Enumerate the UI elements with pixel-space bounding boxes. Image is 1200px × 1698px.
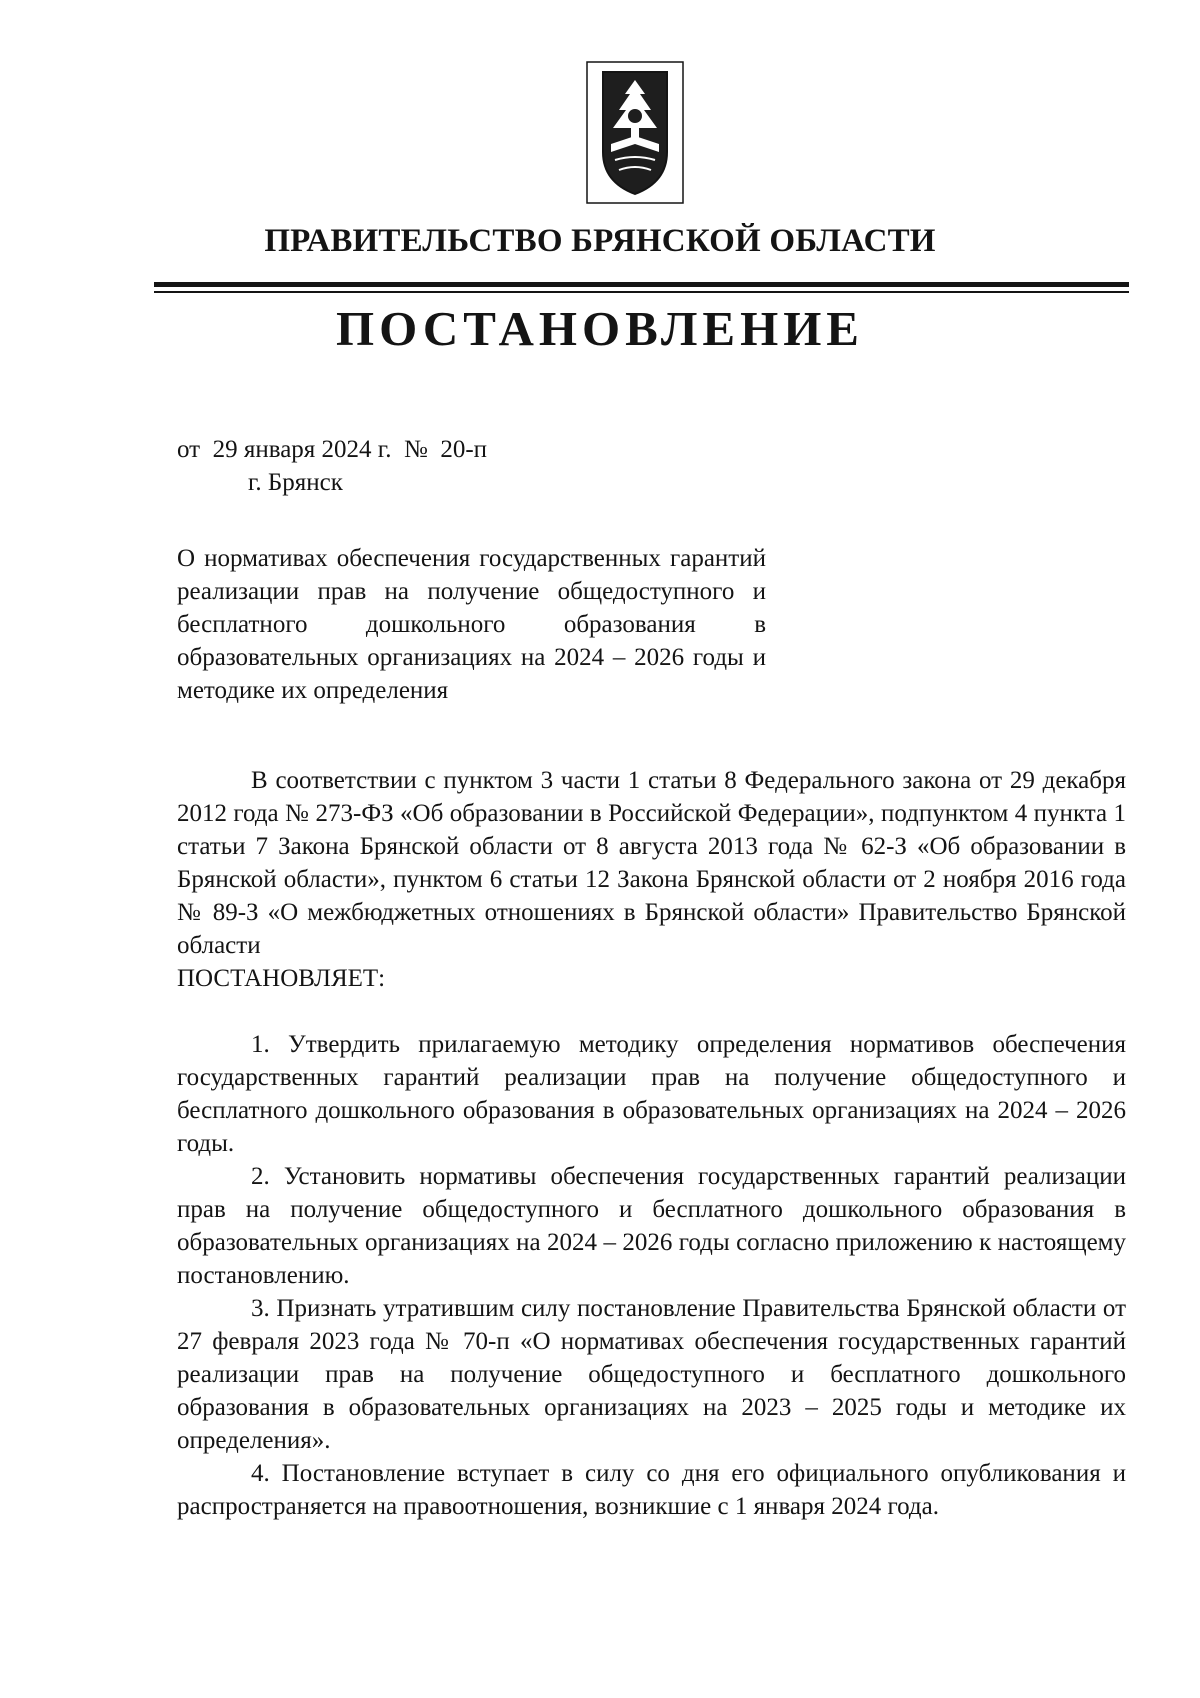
city: г. Брянск [248, 469, 343, 496]
list-item: 4. Постановление вступает в силу со дня его официального опубликования и распространяется на правоотношения, возникшие с 1 января 2024 года. [177, 1460, 1126, 1520]
header-rule-thin [154, 291, 1129, 293]
document-body [177, 764, 1126, 1523]
list-item: 2. Установить нормативы обеспечения государственных гарантий реализации прав на получение общедоступного и бесплатного дошкольного образования в образовательных организациях на 2024 – 2026 годы согласно приложению к настоящему постановлению. [177, 1163, 1126, 1289]
decree-word: ПОСТАНОВЛЯЕТ: [177, 965, 386, 992]
coat-of-arms-icon [585, 60, 685, 205]
date-number-line: от 29 января 2024 г. № 20-п [177, 436, 488, 463]
document-type: ПОСТАНОВЛЕНИЕ [336, 301, 864, 356]
list-item: 3. Признать утратившим силу постановление Правительства Брянской области от 27 февраля 2023 года № 70-п «О нормативах обеспечения государственных гарантий реализации прав на получение общедоступного и бесплатного дошкольного образования в образовательных организациях на 2023 – 2025 годы и методике их определения». [177, 1295, 1126, 1454]
list-item: 1. Утвердить прилагаемую методику определения нормативов обеспечения государственных гарантий реализации прав на получение общедоступного и бесплатного дошкольного образования в образовательных организациях на 2024 – 2026 годы. [177, 1031, 1126, 1157]
header-rule-thick [154, 282, 1129, 287]
organization-name: ПРАВИТЕЛЬСТВО БРЯНСКОЙ ОБЛАСТИ [264, 223, 936, 259]
document-title: О нормативах обеспечения государственных гарантий реализации прав на получение общедоступного и бесплатного дошкольного образования в образовательных организациях на 2024 – 2026 годы и методике их определения [177, 545, 766, 704]
preamble: В соответствии с пунктом 3 части 1 статьи 8 Федерального закона от 29 декабря 2012 года № 273-ФЗ «Об образовании в Российской Федерации», подпунктом 4 пункта 1 статьи 7 Закона Брянской области от 8 августа 2013 года № 62-З «Об образовании в Брянской области», пунктом 6 статьи 12 Закона Брянской области от 2 ноября 2016 года № 89-З «О межбюджетных отношениях в Брянской области» Правительство Брянской области [177, 767, 1126, 959]
